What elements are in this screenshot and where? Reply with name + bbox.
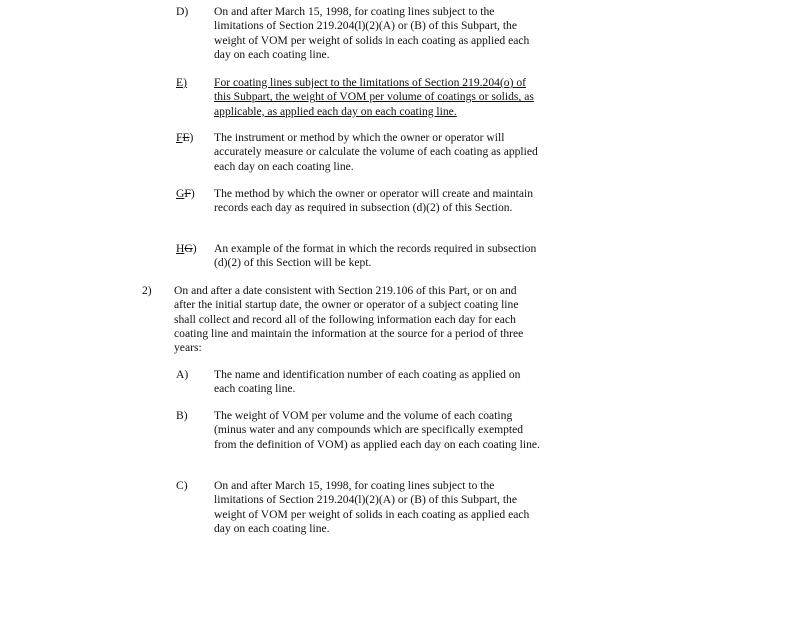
item-text-f: The instrument or method by which the owner or operator will accurately measure or calculate the volume of each coating as applied each day on each coating line. [214,131,538,173]
item-label-a: A) [176,368,189,381]
inserted-letter: G [176,187,185,200]
label-paren: ) [192,242,197,255]
label-paren: ) [190,187,195,200]
deleted-letter: G [184,242,193,255]
item-text-c: On and after March 15, 1998, for coating lines subject to the limitations of Section 219.204(l)(2)(A) or (B) of this Subpart, the weight of VOM per weight of solids in each coating as applied each day on each coating line. [214,479,530,535]
item-label-g [176,187,195,201]
deleted-letter: E [182,131,190,144]
label-paren: ) [189,131,194,144]
inserted-letter: H [176,242,185,255]
item-label-d: D) [176,5,189,18]
item-label-2: 2) [142,284,152,297]
item-label-f [176,131,193,145]
item-text-h: An example of the format in which the records required in subsection (d)(2) of this Section will be kept. [214,242,537,270]
item-label-c: C) [176,479,188,492]
inserted-letter: F [176,131,183,144]
item-label-e: E) [176,76,187,89]
item-label-b: B) [176,409,188,422]
item-text-b: The weight of VOM per volume and the volume of each coating (minus water and any compounds which are specifically exempted from the definition of VOM) as applied each day on each coating line. [214,409,540,451]
item-text-e: For coating lines subject to the limitations of Section 219.204(o) of this Subpart, the weight of VOM per volume of coatings or solids, as applicable, as applied each day on each coating line. [214,76,534,118]
item-text-g: The method by which the owner or operator will create and maintain records each day as required in subsection (d)(2) of this Section. [214,187,534,215]
deleted-letter: F [184,187,191,200]
item-label-h [176,242,197,256]
item-text-2: On and after a date consistent with Section 219.106 of this Part, or on and after the initial startup date, the owner or operator of a subject coating line shall collect and record all of the following information each day for each coating line and maintain the information at the source for a period of three years: [174,284,524,355]
item-text-a: The name and identification number of each coating as applied on each coating line. [214,368,521,396]
item-text-d: On and after March 15, 1998, for coating lines subject to the limitations of Section 219.204(l)(2)(A) or (B) of this Subpart, the weight of VOM per weight of solids in each coating as applied each day on each coating line. [214,5,530,61]
